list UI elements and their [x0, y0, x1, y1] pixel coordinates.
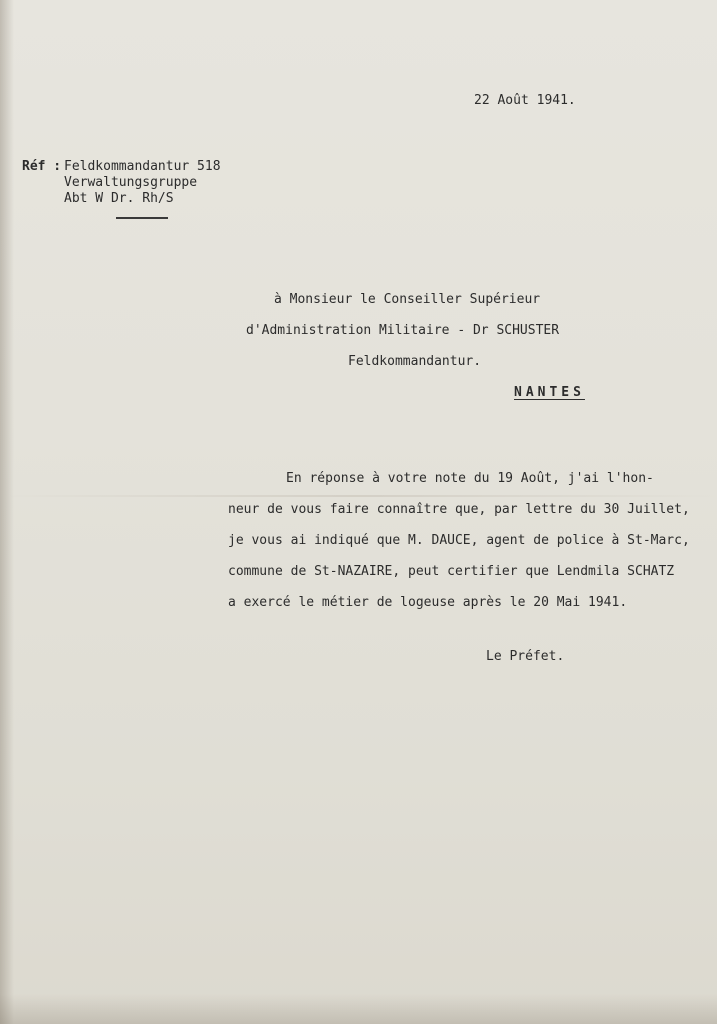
body-line: je vous ai indiqué que M. DAUCE, agent de police à St-Marc, [228, 533, 690, 548]
body-line: commune de St-NAZAIRE, peut certifier que Lendmila SCHATZ [228, 564, 675, 579]
body-line: a exercé le métier de logeuse après le 20 Mai 1941. [228, 595, 628, 610]
reference-label: Réf : [22, 159, 62, 174]
signature: Le Préfet. [486, 649, 565, 664]
letter-date: 22 Août 1941. [474, 93, 576, 108]
recipient-city: NANTES [514, 385, 585, 400]
recipient-line: d'Administration Militaire - Dr SCHUSTER [246, 323, 560, 338]
reference-divider [116, 217, 168, 219]
reference-line: Feldkommandantur 518 [64, 159, 221, 174]
reference-line: Verwaltungsgruppe [64, 175, 198, 190]
body-line: En réponse à votre note du 19 Août, j'ai l'hon- [286, 471, 654, 486]
body-line: neur de vous faire connaître que, par lettre du 30 Juillet, [228, 502, 690, 517]
paper-fold [0, 495, 717, 497]
page-edge-shadow [0, 0, 14, 1024]
reference-line: Abt W Dr. Rh/S [64, 191, 174, 206]
recipient-line: à Monsieur le Conseiller Supérieur [274, 292, 541, 307]
page-bottom-shadow [0, 994, 717, 1024]
recipient-line: Feldkommandantur. [348, 354, 482, 369]
